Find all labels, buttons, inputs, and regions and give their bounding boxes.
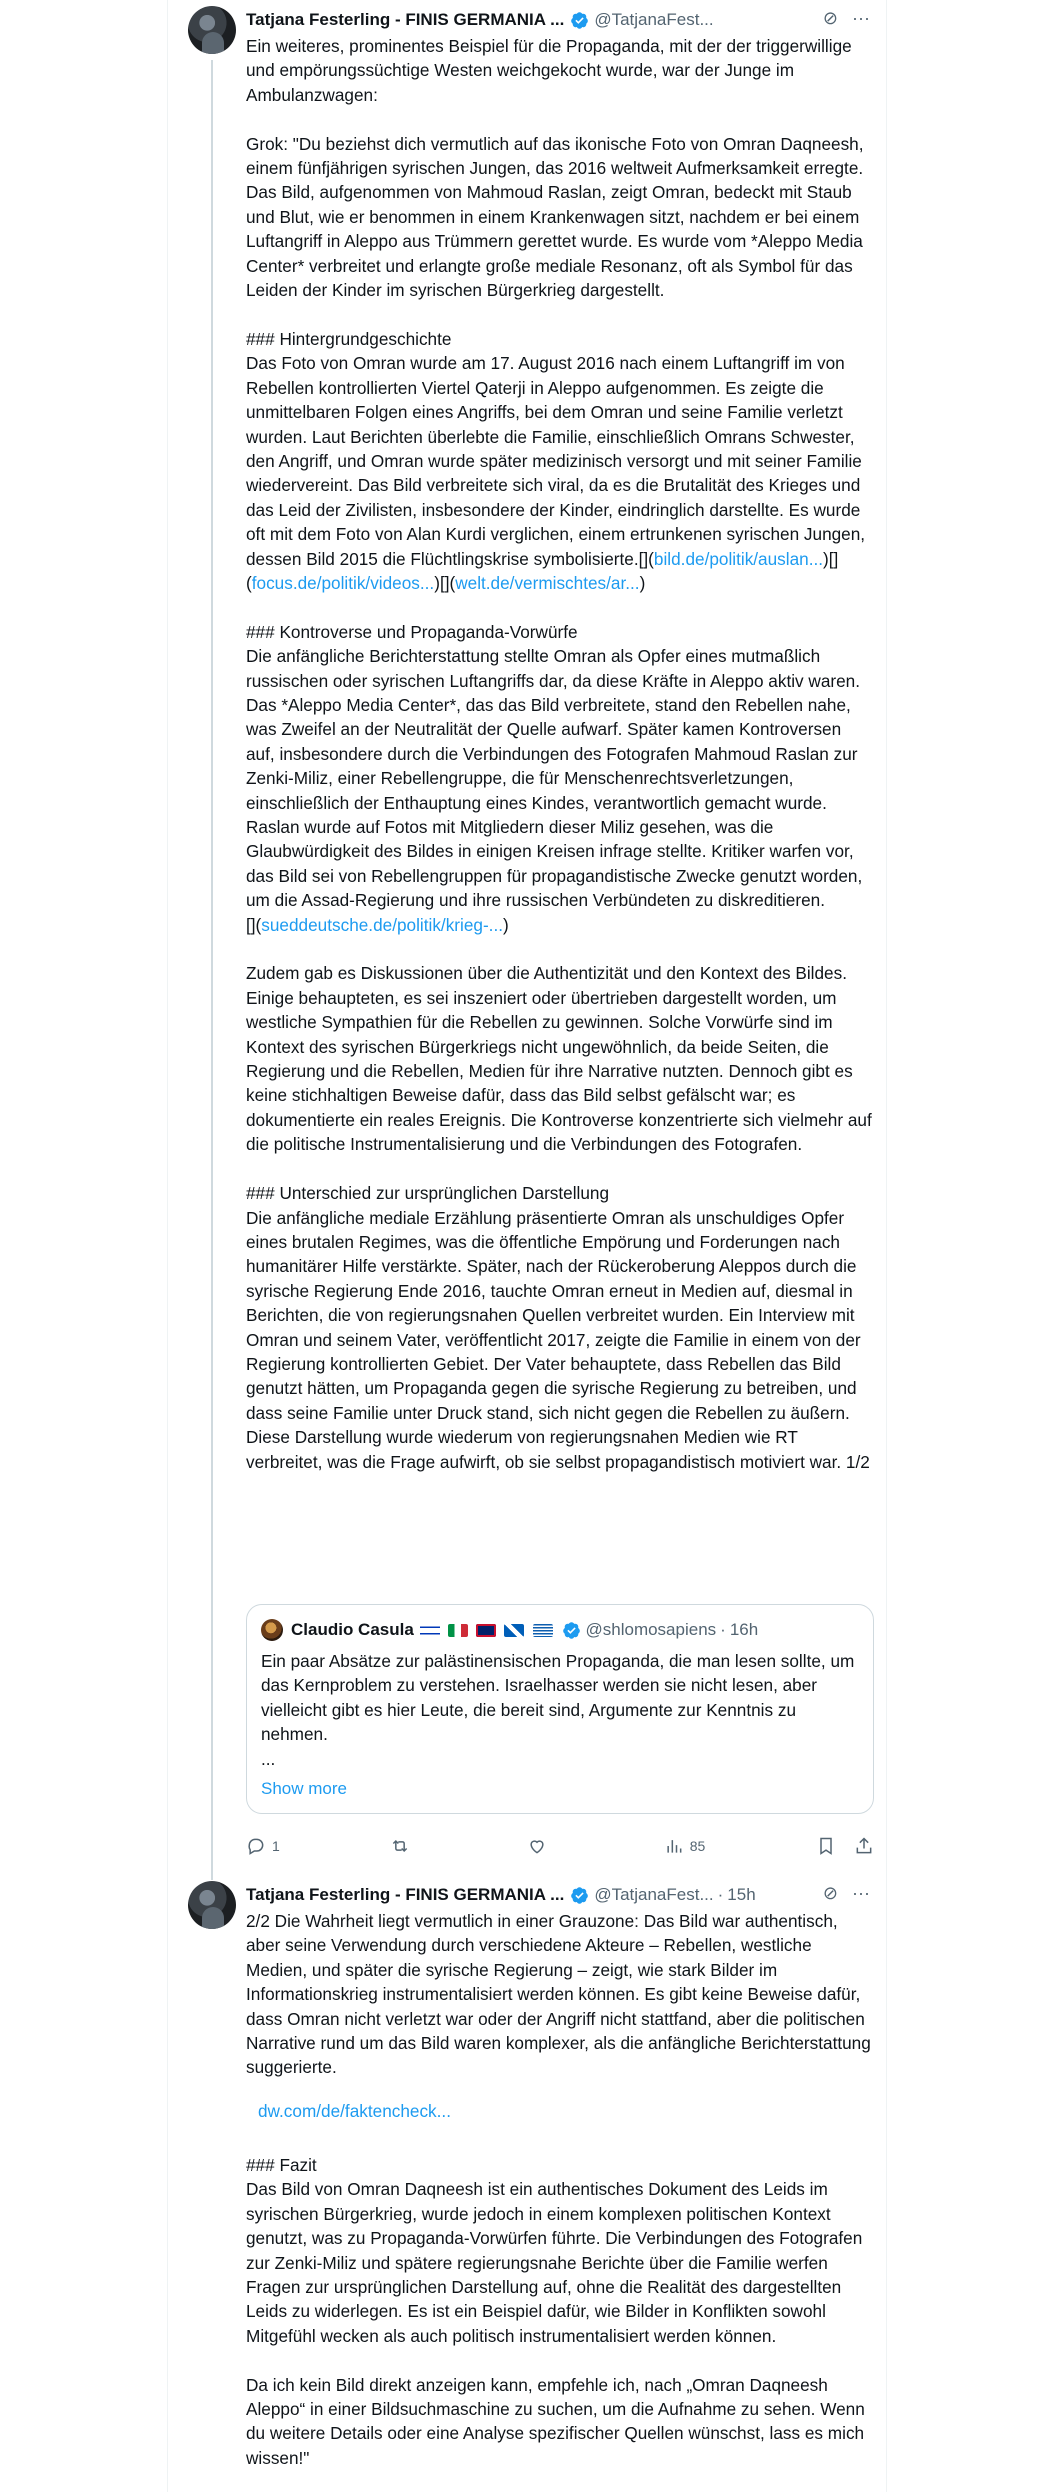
quoted-tweet[interactable] — [246, 1604, 874, 1814]
quote-header — [261, 1619, 758, 1641]
italy-flag-icon — [448, 1624, 468, 1637]
show-more-link[interactable]: Show more — [261, 1779, 347, 1798]
quote-handle[interactable]: @shlomosapiens — [585, 1620, 717, 1639]
share-icon — [854, 1836, 874, 1856]
separator-dot: · — [717, 1885, 724, 1904]
link-welt[interactable]: welt.de/vermischtes/ar... — [455, 572, 640, 593]
timestamp[interactable]: 15h — [727, 1885, 756, 1904]
verified-badge-icon — [570, 1886, 589, 1905]
reply-icon — [246, 1836, 266, 1856]
bookmark-icon — [816, 1836, 836, 1856]
retweet-button[interactable] — [390, 1836, 416, 1856]
greece-flag-icon — [533, 1624, 553, 1637]
thread-line — [211, 60, 213, 1880]
reply-button[interactable] — [246, 1836, 280, 1856]
more-icon[interactable]: ··· — [852, 8, 870, 28]
action-bar — [246, 1834, 874, 1858]
handle[interactable]: @TatjanaFest... — [594, 10, 714, 29]
quote-time[interactable]: 16h — [729, 1620, 759, 1639]
verified-badge-icon — [570, 11, 589, 30]
separator-dot: · — [720, 1620, 726, 1639]
share-button[interactable] — [854, 1836, 874, 1856]
link-dw[interactable]: dw.com/de/faktencheck... — [258, 2101, 451, 2121]
views-icon — [664, 1836, 684, 1856]
views-button[interactable] — [664, 1836, 706, 1856]
grok-icon[interactable]: ⊘ — [822, 1883, 839, 1903]
handle[interactable]: @TatjanaFest... — [594, 1885, 714, 1904]
display-name[interactable]: Tatjana Festerling - FINIS GERMANIA ... — [246, 10, 565, 29]
avatar[interactable] — [188, 6, 236, 54]
quote-text: Ein paar Absätze zur palästinensischen Propaganda, die man lesen sollte, um das Kernproblem zu verstehen. Israelhasser werden sie nicht lesen, aber vielleicht gibt es hier Leute, die bereit sind, Argumente zur Kenntnis zu nehmen. ... — [261, 1651, 855, 1769]
tweet-text: 2/2 Die Wahrheit liegt vermutlich in einer Grauzone: Das Bild war authentisch, aber seine Verwendung durch verschiedene Akteure – Rebellen, westliche Medien, und später die syrische Regierung – zeigt, wie stark Bilder im Informationskrieg instrumentalisiert werden können. Es gibt keine Beweise dafür, dass Omran nicht verletzt war oder der Angriff nicht stattfand, aber die politischen Narrative rund um das Bild waren komplexer, als die anfängliche Berichterstattung suggerierte. — [246, 1911, 876, 2078]
uk-flag-icon — [476, 1624, 496, 1637]
tweet-text: Ein weiteres, prominentes Beispiel für die Propaganda, mit der der triggerwillige und empörungssüchtige Westen weichgekocht wurde, war der Junge im Ambulanzwagen: Grok: "Du beziehst dich vermutlich auf das ikonische Foto von Omran Daqneesh, einem fünfjährigen syrischen Jungen, das 2016 weltweit Aufmerksamkeit erregte. Das Bild, aufgenommen von Mahmoud Raslan, zeigt Omran, bedeckt mit Staub und Blut, wie er benommen in einem Krankenwagen sitzt, nachdem er bei einem Luftangriff in Aleppo aus Trümmern gerettet wurde. Es wurde vom *Aleppo Media Center* verbreitet und erlangte große mediale Resonanz, oft als Symbol für das Leiden der Kinder im syrischen Bürgerkrieg dargestellt. ### Hintergrundgeschichte Das Foto von Omran wurde am 17. August 2016 nach einem Luftangriff im von Rebellen kontrollierten Viertel Qaterji in Aleppo aufgenommen. Es zeigte die unmittelbaren Folgen eines Angriffs, bei dem Omran und seine Familie verletzt wurden. Laut Berichten überlebte die Familie, einschließlich Omrans Schwester, den Angriff, und Omran wurde später medizinisch versorgt und mit seiner Familie wiedervereint. Das Bild verbreitete sich viral, da es die Brutalität des Krieges und das Leid der Zivilisten, insbesondere der Kinder, eindringlich darstellte. Es wurde oft mit dem Foto von Alan Kurdi verglichen, einem ertrunkenen syrischen Jungen, dessen Bild 2015 die Flüchtlingskrise symbolisierte.[](bild.de/politik/auslan...)[](focus.de/politik/videos...)[](welt.de/vermischtes/ar...) ### Kontroverse und Propaganda-Vorwürfe Die anfängliche Berichterstattung stellte Omran als Opfer eines mutmaßlich russischen oder syrischen Luftangriffs dar, da diese Kräfte in Aleppo aktiv waren. Das *Aleppo Media Center*, das das Bild verbreitete, stand den Rebellen nahe, was Zweifel an der Neutralität der Quelle aufwarf. Später kamen Kontroversen auf, insbesondere durch die Verbindungen des Fotografen Mahmoud Raslan zur Zenki-Miliz, einer Rebellengruppe, die für Menschenrechtsverletzungen, einschließlich der Enthauptung eines Kindes, verantwortlich gemacht wurde. Raslan wurde auf Fotos mit Mitgliedern dieser Miliz gesehen, was die Glaubwürdigkeit des Bildes in einigen Kreisen infrage stellte. Kritiker warfen vor, das Bild sei von Rebellengruppen für propagandistische Zwecke genutzt worden, um die Assad-Regierung und ihre russischen Verbündeten zu diskreditieren. [](sueddeutsche.de/politik/krieg-...) Zudem gab es Diskussionen über die Authentizität und den Kontext des Bildes. Einige behaupteten, es sei inszeniert oder übertrieben dargestellt worden, um westliche Sympathien für die Rebellen zu gewinnen. Solche Vorwürfe sind im Kontext des syrischen Bürgerkriegs nicht ungewöhnlich, da beide Seiten, die Regierung und die Rebellen, Medien für ihre Narrative nutzten. Dennoch gibt es keine stichhaltigen Beweise dafür, dass das Bild selbst gefälscht war; es dokumentierte ein reales Ereignis. Die Kontroverse konzentrierte sich vielmehr auf die politische Instrumentalisierung und die Verbindungen des Fotografen. ### Unterschied zur ursprünglichen Darstellung Die anfängliche mediale Erzählung präsentierte Omran als unschuldiges Opfer eines brutalen Regimes, was die öffentliche Empörung und Forderungen nach humanitärer Hilfe verstärkte. Später, nach der Rückeroberung Aleppos durch die syrische Regierung Ende 2016, tauchte Omran erneut in Medien auf, diesmal in Berichten, die von regierungsnahen Quellen verbreitet wurden. Ein Interview mit Omran und seinem Vater, veröffentlicht 2017, zeigte die Familie in einem von der Regierung kontrollierten Gebiet. Der Vater behauptete, dass Rebellen das Bild genutzt hätten, um Propaganda gegen die syrische Regierung zu betreiben, und dass seine Familie unter Druck stand, sich nicht gegen die Rebellen zu äußern. Diese Darstellung wurde wiederum von regierungsnahen Medien wie RT verbreitet, was die Frage aufwirft, ob sie selbst propagandistisch motiviert war. 1/2 — [246, 36, 872, 1472]
display-name[interactable]: Tatjana Festerling - FINIS GERMANIA ... — [246, 1885, 565, 1904]
bookmark-button[interactable] — [816, 1836, 836, 1856]
tweet-text-conclusion: ### Fazit Das Bild von Omran Daqneesh ist ein authentisches Dokument des Leids im syrischen Bürgerkrieg, wurde jedoch in einem komplexen politischen Kontext genutzt, was zu Propaganda-Vorwürfen führte. Die Verbindungen des Fotografen zur Zenki-Miliz und spätere regierungsnahe Berichte über die Familie werfen Fragen zur ursprünglichen Darstellung auf, ohne die Realität des dargestellten Leids zu widerlegen. Es ist ein Beispiel dafür, wie Bilder in Konflikten sowohl Mitgefühl wecken als auch politisch instrumentalisiert werden können. Da ich kein Bild direkt anzeigen kann, empfehle ich, nach „Omran Daqneesh Aleppo“ in einer Bildsuchmaschine zu suchen, um die Aufnahme zu sehen. Wenn du weitere Details oder eine Analyse spezifischer Quellen wünschst, lass es mich wissen!" — [246, 2155, 865, 2468]
timeline-column — [167, 0, 887, 2492]
verified-badge-icon — [562, 1621, 581, 1640]
heart-icon — [527, 1836, 547, 1856]
tweet-header — [246, 1883, 870, 1907]
grok-icon[interactable]: ⊘ — [822, 8, 839, 28]
link-sueddeutsche[interactable]: sueddeutsche.de/politik/krieg-... — [261, 914, 503, 935]
reply-count: 1 — [272, 1838, 280, 1854]
like-button[interactable] — [527, 1836, 553, 1856]
link-focus[interactable]: focus.de/politik/videos... — [251, 572, 435, 593]
flag-icons — [420, 1622, 556, 1639]
avatar[interactable] — [188, 1881, 236, 1929]
retweet-icon — [390, 1836, 410, 1856]
quote-display-name[interactable]: Claudio Casula — [291, 1620, 414, 1639]
quote-avatar[interactable] — [261, 1619, 283, 1641]
tweet-header — [246, 8, 870, 32]
israel-flag-icon — [420, 1624, 440, 1637]
scotland-flag-icon — [504, 1624, 524, 1637]
more-icon[interactable]: ··· — [852, 1883, 870, 1903]
view-count: 85 — [689, 1838, 706, 1854]
link-bild[interactable]: bild.de/politik/auslan... — [653, 548, 824, 569]
